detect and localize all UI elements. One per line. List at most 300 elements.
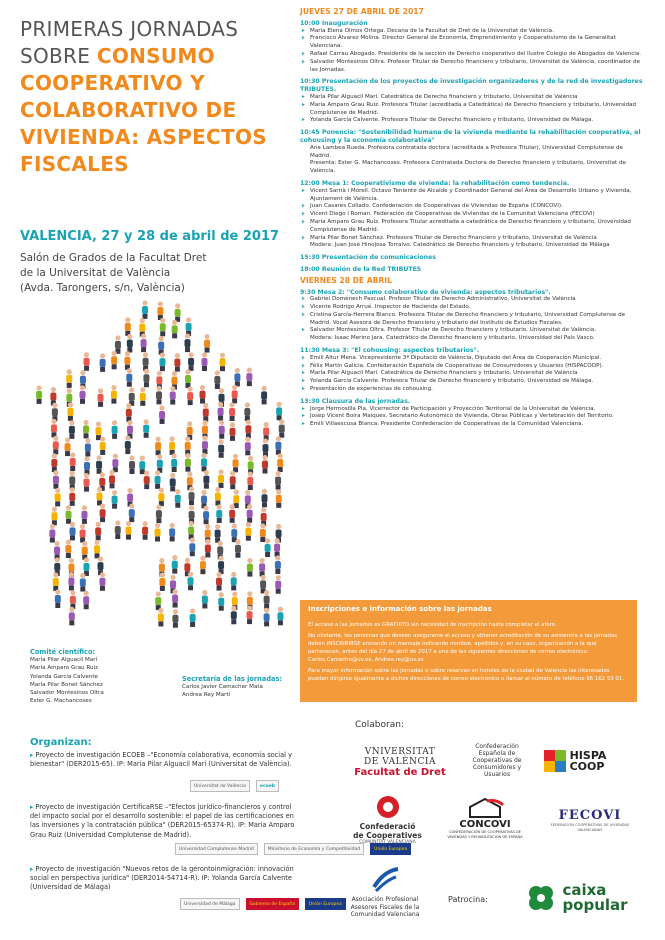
person-legs [96, 535, 101, 540]
person-body [65, 545, 71, 553]
day-2-heading: VIERNES 28 DE ABRIL [300, 275, 392, 285]
person-head [189, 505, 194, 510]
person-head [230, 504, 235, 509]
person-body [202, 426, 208, 434]
person-head [201, 453, 206, 458]
speaker: ▸ María Pilar Alguacil Marí. Catedrática de Derecho financiero y tributario, Universitat de València [300, 370, 645, 378]
person-body [53, 476, 59, 484]
program [300, 8, 645, 429]
person-head [69, 607, 74, 612]
person-body [230, 428, 236, 436]
person-head [264, 608, 269, 613]
person-body [187, 427, 193, 435]
person-figure [51, 453, 57, 472]
person-head [230, 422, 235, 427]
person-head [245, 437, 250, 442]
person-head [185, 369, 190, 374]
person-figure [276, 402, 282, 421]
person-body [69, 612, 75, 620]
person-head [247, 591, 252, 596]
person-legs [217, 518, 222, 523]
person-body [100, 442, 106, 450]
person-figure [262, 455, 268, 474]
person-legs [172, 333, 177, 338]
person-body [175, 309, 181, 317]
person-head [115, 520, 120, 525]
person-figure [96, 422, 102, 441]
person-figure [263, 422, 269, 441]
person-legs [200, 399, 205, 404]
person-head [160, 572, 165, 577]
person-head [144, 369, 149, 374]
person-head [70, 590, 75, 595]
person-head [200, 385, 205, 390]
person-figure [230, 422, 236, 441]
committee-member: Ester G. Machancoses [30, 698, 92, 705]
person-body [156, 510, 162, 518]
person-legs [188, 585, 193, 590]
person-head [172, 589, 177, 594]
info-paragraph: Para mayor información sobre las jornadas o sobre reservas en hoteles de la ciudad de Valencia las interesados pueden dirigirse igualmente a dichos direcciones de correo electrónico o llamar al número de teléfono 96 162 53 01. [308, 668, 624, 682]
person-head [188, 352, 193, 357]
person-legs [202, 603, 207, 608]
person-head [53, 436, 58, 441]
hispacoop-name-2: COOP [569, 759, 605, 773]
person-head [50, 524, 55, 529]
person-figure [49, 524, 55, 543]
person-body [96, 461, 102, 469]
person-body [235, 545, 241, 553]
person-figure [204, 334, 210, 353]
hispacoop-text [462, 743, 532, 778]
person-figure [100, 353, 106, 372]
person-body [172, 325, 178, 333]
person-legs [275, 569, 280, 574]
organizer-project-1 [30, 751, 300, 769]
hispacoop-caption: Confederación Española de Cooperativas de Consumidores y Usuarios [472, 743, 522, 778]
person-figure [189, 486, 195, 505]
person-figure [233, 454, 239, 473]
person-figure [205, 539, 211, 558]
person-legs [230, 416, 235, 421]
person-body [84, 462, 90, 470]
person-body [234, 373, 240, 381]
person-legs [276, 503, 281, 508]
person-legs [262, 502, 267, 507]
person-figure [158, 608, 164, 627]
person-legs [65, 451, 70, 456]
person-figure [67, 402, 73, 421]
person-head [247, 605, 252, 610]
person-legs [69, 620, 74, 625]
person-body [115, 341, 121, 349]
person-legs [185, 467, 190, 472]
person-head [235, 539, 240, 544]
person-figure [129, 455, 135, 474]
person-body [69, 426, 75, 434]
person-figure [111, 385, 117, 404]
person-figure [66, 505, 72, 524]
person-body [172, 561, 178, 569]
person-body [187, 477, 193, 485]
person-head [260, 558, 265, 563]
person-head [202, 590, 207, 595]
person-figure [169, 436, 175, 455]
person-head [170, 386, 175, 391]
person-figure [215, 487, 221, 506]
person-head [218, 541, 223, 546]
organizer-logos-3 [180, 898, 346, 910]
person-head [187, 421, 192, 426]
person-body [175, 495, 181, 503]
person-body [246, 373, 252, 381]
person-head [205, 539, 210, 544]
speaker: ▸ Emili Villaescusa Blanca. Presidente Confederación de Cooperativas de la Comunidad Valenciana. [300, 421, 645, 429]
person-body [275, 477, 281, 485]
person-figure [235, 539, 241, 558]
person-body [80, 391, 86, 399]
person-head [277, 402, 282, 407]
person-head [190, 608, 195, 613]
speaker: ▸ Gabriel Doménech Pascual. Profesor Titular de Derecho Administrativo, Universitat de València [300, 296, 645, 304]
person-legs [231, 619, 236, 624]
speaker: ▸ María Pilar Bonet Sánchez. Profesora Titular de Derecho financiero y tributario, Universitat de València [300, 235, 645, 243]
speaker: ▸ María Pilar Alguacil Marí. Catedrática de Derecho financiero y tributario, Universitat de València [300, 94, 645, 102]
person-figure [169, 523, 175, 542]
person-head [188, 572, 193, 577]
person-figure [124, 351, 130, 370]
person-figure [202, 590, 208, 609]
cooperatives-cv-icon [376, 795, 400, 819]
person-legs [66, 553, 71, 558]
person-head [159, 405, 164, 410]
person-body [261, 513, 267, 521]
person-head [160, 353, 165, 358]
person-figure [84, 352, 90, 371]
person-head [69, 572, 74, 577]
person-figure [245, 420, 251, 439]
person-body [217, 546, 223, 554]
person-head [67, 369, 72, 374]
person-head [140, 456, 145, 461]
speaker: ▸ Vicent Sarrià i Morell. Octavo Teniente de Alcalde y Coordinador General del Área de Desarrollo Urbano y Vivienda, Ajuntament de València. [300, 188, 645, 204]
person-legs [245, 450, 250, 455]
person-head [232, 591, 237, 596]
person-legs [262, 399, 267, 404]
bullet-arrow-icon: ▸ [30, 865, 36, 873]
uv-logo-line-3: Facultat de Dret [354, 767, 446, 778]
person-head [129, 503, 134, 508]
person-legs [111, 399, 116, 404]
person-body [262, 461, 268, 469]
person-head [262, 489, 267, 494]
person-body [65, 443, 71, 451]
person-head [232, 385, 237, 390]
person-head [129, 387, 134, 392]
person-head [278, 453, 283, 458]
session-communications: 15:30 Presentación de comunicaciones [300, 254, 436, 262]
person-body [185, 459, 191, 467]
person-figure [274, 538, 280, 557]
person-legs [219, 434, 224, 439]
person-head [218, 402, 223, 407]
person-figure [69, 607, 75, 626]
person-legs [247, 619, 252, 624]
person-figure [70, 590, 76, 609]
person-body [155, 476, 161, 484]
person-body [265, 544, 271, 552]
person-body [142, 306, 148, 314]
person-figure [200, 556, 206, 575]
caixa-name-2: popular [562, 896, 628, 914]
person-body [231, 529, 237, 537]
title-line-2-orange: CONSUMO [96, 44, 215, 68]
person-legs [100, 517, 105, 522]
person-body [70, 458, 76, 466]
person-body [264, 596, 270, 604]
person-head [218, 555, 223, 560]
person-legs [160, 331, 165, 336]
person-legs [220, 366, 225, 371]
person-figure [171, 453, 177, 472]
secretariat-member: Carlos Javier Camacher Mata [182, 684, 263, 691]
person-body [275, 561, 281, 569]
gobierno-espana-logo: Gobierno de España [246, 898, 299, 910]
committee-heading: Comité científico: [30, 648, 96, 656]
person-head [158, 301, 163, 306]
person-legs [219, 483, 224, 488]
person-head [276, 436, 281, 441]
person-figure [65, 539, 71, 558]
person-body [129, 461, 135, 469]
person-figure [275, 575, 281, 594]
person-legs [230, 518, 235, 523]
person-figure [218, 469, 224, 488]
person-head [125, 351, 130, 356]
person-body [264, 613, 270, 621]
fecovi-logo [545, 800, 635, 840]
person-body [200, 561, 206, 569]
person-head [190, 538, 195, 543]
person-body [259, 563, 265, 571]
person-figure [142, 521, 148, 540]
person-body [262, 494, 268, 502]
person-figure [99, 572, 105, 591]
person-body [174, 359, 180, 367]
person-head [248, 471, 253, 476]
venue-line-1: Salón de Grados de la Facultat Dret [20, 252, 207, 264]
person-figure [203, 403, 209, 422]
person-legs [185, 347, 190, 352]
person-figure [55, 488, 61, 507]
person-head [202, 420, 207, 425]
apaf-swoosh-icon [370, 867, 400, 893]
person-figure [54, 541, 60, 560]
person-figure [125, 435, 131, 454]
person-body [203, 408, 209, 416]
person-head [65, 437, 70, 442]
person-body [98, 394, 104, 402]
person-figure [157, 301, 163, 320]
person-body [231, 577, 237, 585]
person-figure [247, 504, 253, 523]
person-body [99, 578, 105, 586]
person-figure [55, 589, 61, 608]
person-figure [185, 453, 191, 472]
committee-member: María Pilar Bonet Sánchez [30, 681, 103, 688]
person-figure [200, 385, 206, 404]
person-legs [68, 416, 73, 421]
person-figure [277, 453, 283, 472]
person-body [127, 340, 133, 348]
person-head [51, 419, 56, 424]
person-head [158, 608, 163, 613]
person-legs [160, 419, 165, 424]
presenter: Presenta: Ester G. Machancoses. Profesora Contratada Doctora de Derecho financiero y tributario, Universitat de València. [310, 160, 626, 175]
speaker: ▸ Rafael Carrau Abogado. Presidente de la sección de Derecho cooperativo del Ilustre Colegio de Abogados de Valencia. [300, 51, 645, 59]
person-figure [231, 524, 237, 543]
organizer-project-3 [30, 865, 300, 893]
person-figure [100, 504, 106, 523]
person-head [82, 505, 87, 510]
person-head [204, 470, 209, 475]
person-figure [229, 402, 235, 421]
session-projects: 10:30 Presentación de los proyectos de investigación organizadores y de la red de investigadores TRIBUTES. [300, 78, 643, 94]
person-figure [234, 368, 240, 387]
person-head [143, 352, 148, 357]
uv-logo-line-2: DE VALÈNCIA [364, 757, 436, 767]
concovi-house-icon [465, 797, 505, 819]
person-legs [247, 572, 252, 577]
person-figure [260, 523, 266, 542]
person-legs [260, 537, 265, 542]
secretariat-heading: Secretaría de las jornadas: [182, 675, 283, 683]
person-figure [155, 437, 161, 456]
person-head [172, 320, 177, 325]
person-head [156, 505, 161, 510]
caixa-popular-icon [526, 883, 556, 913]
person-body [189, 543, 195, 551]
person-figure [247, 558, 253, 577]
person-figure [159, 572, 165, 591]
person-legs [125, 449, 130, 454]
uv-logo-line-1: VNIVERSITAT [364, 747, 436, 757]
uv-facultat-dret-logo [345, 740, 455, 785]
person-head [115, 335, 120, 340]
person-legs [175, 503, 180, 508]
ecoeb-logo: ecoeb [256, 780, 279, 792]
registration-info-box [300, 600, 637, 702]
person-body [203, 476, 209, 484]
person-legs [248, 485, 253, 490]
person-figure [245, 522, 251, 541]
person-legs [50, 538, 55, 543]
day-1-heading: JUEVES 27 DE ABRIL DE 2017 [300, 7, 424, 16]
committee-member: Yolanda García Calvente [30, 673, 98, 680]
person-body [141, 339, 147, 347]
person-head [80, 385, 85, 390]
person-figure [69, 420, 75, 439]
person-body [216, 578, 222, 586]
person-body [142, 527, 148, 535]
speaker: ▸ Jorge Hermosilla Pla. Vicerrector de Participación y Proyección Territorial de la Universitat de València. [300, 406, 645, 414]
person-figure [159, 405, 165, 424]
person-head [201, 490, 206, 495]
person-head [112, 490, 117, 495]
person-legs [219, 606, 224, 611]
person-legs [141, 347, 146, 352]
person-figure [129, 387, 135, 406]
person-figure [203, 506, 209, 525]
person-figure [190, 608, 196, 627]
person-head [187, 472, 192, 477]
person-body [143, 425, 149, 433]
person-figure [174, 353, 180, 372]
person-body [190, 614, 196, 622]
person-body [277, 459, 283, 467]
person-legs [247, 518, 252, 523]
person-body [218, 408, 224, 416]
organizer-project-2 [30, 803, 300, 840]
person-legs [140, 401, 145, 406]
person-head [55, 557, 60, 562]
person-body [232, 390, 238, 398]
person-legs [84, 433, 89, 438]
person-head [144, 471, 149, 476]
person-figure [244, 402, 250, 421]
person-head [127, 334, 132, 339]
session-panel-3: 11:30 Mesa 3: "El cohousing: aspectos tributarios". [300, 347, 480, 355]
event-title [20, 16, 290, 178]
person-body [82, 547, 88, 555]
session-inauguration: 10:00 Inauguración [300, 19, 368, 27]
person-body [184, 563, 190, 571]
speaker: ▸ Josep Vicent Boira Maiques. Secretario Autonómico de Vivienda, Obras Públicas y Vertebración del Territorio. [300, 413, 645, 421]
person-body [99, 478, 105, 486]
mineco-logo: Ministerio de Economía y Competitividad [264, 843, 364, 855]
person-figure [185, 369, 191, 388]
person-head [97, 487, 102, 492]
person-head [260, 523, 265, 528]
person-legs [100, 586, 105, 591]
person-body [126, 374, 132, 382]
person-head [52, 453, 57, 458]
fecovi-caption: FEDERACIÓN COOPERATIVAS DE VIVIENDAS VALENCIANAS [550, 823, 630, 832]
person-figure [111, 351, 117, 370]
speaker: ▸ Salvador Montesinos Oltra. Profesor Titular de Derecho financiero y tributario, Universitat de València. [300, 327, 645, 335]
person-head [159, 558, 164, 563]
person-head [160, 318, 165, 323]
person-head [217, 504, 222, 509]
concovi-caption: CONFEDERACIÓN DE COOPERATIVAS DE VIVIENDAS Y REHABILITACIÓN DE ESPAÑA [447, 830, 523, 839]
person-head [172, 453, 177, 458]
person-head [275, 471, 280, 476]
person-body [94, 545, 100, 553]
person-head [248, 456, 253, 461]
person-figure [52, 403, 58, 422]
person-body [245, 528, 251, 536]
person-legs [84, 604, 89, 609]
person-figure [53, 436, 59, 455]
person-body [80, 376, 86, 384]
person-legs [278, 620, 283, 625]
person-body [189, 511, 195, 519]
person-legs [142, 314, 147, 319]
person-figure [187, 387, 193, 406]
person-body [66, 511, 72, 519]
fecovi-name: FECOVI [558, 808, 622, 823]
organizers-heading: Organizan: [30, 737, 92, 748]
